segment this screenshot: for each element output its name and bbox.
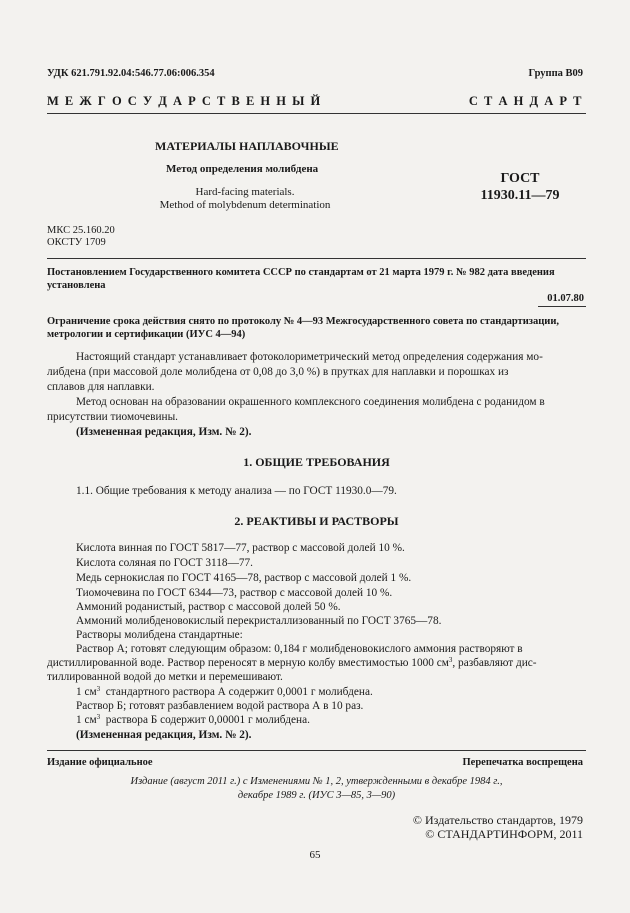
solution-a-line3: тиллированной водой до метки и перемешивают. [47, 671, 283, 683]
mks-code: МКС 25.160.20 [47, 225, 115, 236]
resolution-line1: Постановлением Государственного комитета СССР по стандартам от 21 марта 1979 г. № 982 дата введения [47, 267, 555, 278]
footer-rule [47, 750, 586, 751]
okstu-code: ОКСТУ 1709 [47, 237, 106, 248]
official-edition: Издание официальное [47, 757, 153, 768]
intro-p2-line1: Метод основан на образовании окрашенного комплексного соединения молибдена с роданидом в [76, 396, 545, 408]
section1-item: 1.1. Общие требования к методу анализа — по ГОСТ 11930.0—79. [76, 485, 397, 497]
gost-label: ГОСТ [500, 171, 540, 186]
reagent-item: Кислота соляная по ГОСТ 3118—77. [76, 557, 253, 569]
group-code: Группа В09 [528, 68, 583, 79]
banner-right: С Т А Н Д А Р Т [468, 94, 583, 108]
intro-p1-line2: либдена (при массовой доле молибдена от 0,08 до 3,0 %) в прутках для наплавки и порошках из [47, 366, 509, 378]
page-number: 65 [309, 849, 321, 861]
reagent-item: Аммоний роданистый, раствор с массовой долей 50 %. [76, 601, 341, 613]
document-subtitle: Метод определения молибдена [166, 163, 319, 175]
solution-a-concentration: 1 $см^3$ стандартного раствора А содержит 0,0001 г молибдена. [76, 685, 373, 698]
limitation-line1: Ограничение срока действия снято по протоколу № 4—93 Межгосударственного совета по стандартизации, [47, 316, 560, 327]
solution-b-concentration: 1 $см^3$ раствора Б содержит 0,00001 г молибдена. [76, 713, 310, 726]
solution-a-line1: Раствор А; готовят следующим образом: 0,184 г молибденовокислого аммония растворяют в [76, 643, 523, 655]
english-title-line2: Method of molybdenum determination [159, 199, 331, 211]
intro-p1-line1: Настоящий стандарт устанавливает фотоколориметрический метод определения содержания мо- [76, 351, 543, 363]
edition-info-line1: Издание (август 2011 г.) с Изменениями № 1, 2, утвержденными в декабре 1984 г., [130, 776, 503, 787]
solution-b: Раствор Б; готовят разбавлением водой раствора А в 10 раз. [76, 700, 364, 712]
edition-info-line2: декабре 1989 г. (ИУС 3—85, 3—90) [237, 790, 396, 801]
header-rule [47, 113, 586, 114]
intro-edition-note: (Измененная редакция, Изм. № 2). [76, 426, 252, 438]
date-underline [538, 306, 586, 307]
document-title: МАТЕРИАЛЫ НАПЛАВОЧНЫЕ [155, 139, 339, 153]
title-rule [47, 258, 586, 259]
intro-p1-line3: сплавов для наплавки. [47, 381, 155, 393]
reagent-item: Растворы молибдена стандартные: [76, 629, 243, 641]
reagent-item: Аммоний молибденовокислый перекристаллизованный по ГОСТ 3765—78. [76, 615, 442, 627]
reagent-item: Медь сернокислая по ГОСТ 4165—78, раствор с массовой долей 1 %. [76, 572, 412, 584]
intro-p2-line2: присутствии тиомочевины. [47, 411, 178, 423]
udk-code: УДК 621.791.92.04:546.77.06:006.354 [47, 68, 215, 79]
english-title-line1: Hard-facing materials. [195, 186, 295, 198]
section1-heading: 1. ОБЩИЕ ТРЕБОВАНИЯ [243, 455, 390, 469]
copyright-publisher: © Издательство стандартов, 1979 [412, 813, 583, 827]
reagent-item: Кислота винная по ГОСТ 5817—77, раствор с массовой долей 10 %. [76, 542, 405, 554]
limitation-line2: метрологии и сертификации (ИУС 4—94) [47, 329, 246, 340]
banner-left: М Е Ж Г О С У Д А Р С Т В Е Н Н Ы Й [47, 94, 322, 108]
section2-heading: 2. РЕАКТИВЫ И РАСТВОРЫ [234, 514, 399, 528]
effective-date: 01.07.80 [547, 293, 584, 304]
reagent-item: Тиомочевина по ГОСТ 6344—73, раствор с массовой долей 10 %. [76, 587, 393, 599]
resolution-line2: установлена [47, 280, 106, 291]
copyright-standartinform: © СТАНДАРТИНФОРМ, 2011 [425, 827, 583, 841]
reprint-notice: Перепечатка воспрещена [462, 757, 583, 768]
section2-edition-note: (Измененная редакция, Изм. № 2). [76, 729, 252, 741]
solution-a-line2: дистиллированной воде. Раствор переносят в мерную колбу вместимостью 1000 $см^3$, разбавляют дис- [47, 656, 537, 669]
gost-number: 11930.11—79 [480, 188, 560, 203]
